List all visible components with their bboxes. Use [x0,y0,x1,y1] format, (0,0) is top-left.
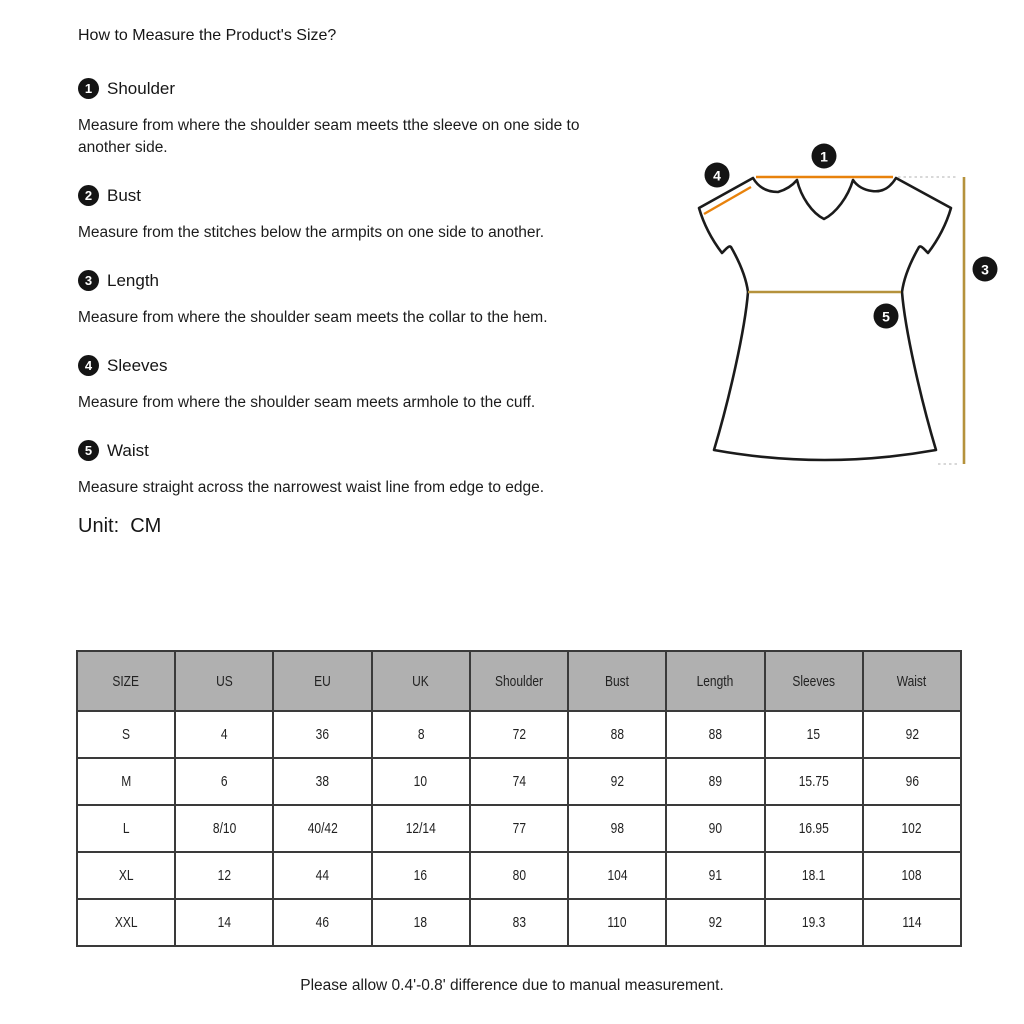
cell [372,852,470,899]
col-header-length [666,651,764,711]
garment-diagram [650,120,1010,490]
section-heading-waist [78,440,608,461]
section-label-sleeves: Sleeves [107,355,168,375]
cell-value: 92 [610,773,624,790]
cell [470,758,568,805]
cell-value: 77 [512,820,526,837]
cell [568,852,666,899]
cell [568,805,666,852]
cell [273,758,371,805]
cell [273,711,371,758]
col-header-waist [863,651,961,711]
cell-value: 108 [901,867,922,884]
cell [863,899,961,946]
cell-value: 89 [708,773,723,790]
cell-value: 18 [414,914,428,931]
cell-value: 83 [512,914,526,931]
cell [175,711,273,758]
cell [765,758,863,805]
cell [568,711,666,758]
cell [372,805,470,852]
cell-value: 46 [315,914,330,931]
cell [175,758,273,805]
step-2-badge: 2 [78,185,99,206]
step-1-badge: 1 [78,78,99,99]
size-table-body [77,711,961,946]
cell-value: 88 [708,726,723,743]
col-header-bust [568,651,666,711]
cell [666,899,764,946]
cell-value: 44 [315,867,330,884]
cell-value: XL [118,867,134,884]
cell-value: 16 [414,867,428,884]
col-header-size [77,651,175,711]
cell [470,805,568,852]
cell [470,899,568,946]
cell-value: 91 [708,867,723,884]
section-desc-sleeves: Measure from where the shoulder seam meets armhole to the cuff. [78,394,536,411]
cell-value: M [121,773,132,790]
marker-waist [874,304,899,329]
cell-value: 8/10 [212,820,237,837]
table-row-xl [77,852,961,899]
col-header-us-label: US [215,672,233,690]
step-4-badge: 4 [78,355,99,376]
cell-value: 8 [417,726,425,743]
cell [863,805,961,852]
cell-value: 4 [220,726,228,743]
cell-value: 12/14 [405,820,436,837]
col-header-sleeves [765,651,863,711]
size-table-header [77,651,961,711]
cell [77,852,175,899]
col-header-uk-label: UK [412,672,430,690]
cell-value: 38 [315,773,330,790]
cell-value: 15 [806,726,821,743]
cell-value: 80 [512,867,526,884]
cell [77,805,175,852]
cell-value: 14 [217,914,232,931]
cell-value: 92 [708,914,723,931]
section-desc-waist: Measure straight across the narrowest waist line from edge to edge. [78,479,545,496]
col-header-size-label: SIZE [112,672,140,690]
cell-value: 6 [220,773,228,790]
section-desc-length: Measure from where the shoulder seam meets the collar to the hem. [78,309,548,326]
cell [863,758,961,805]
cell [765,852,863,899]
cell [175,805,273,852]
cell [77,711,175,758]
section-desc-bust: Measure from the stitches below the armpits on one side to another. [78,224,545,241]
garment-diagram-svg [650,120,1010,490]
section-heading-bust [78,185,608,206]
cell [372,711,470,758]
cell-value: 19.3 [801,914,826,931]
col-header-bust-label: Bust [605,672,630,690]
table-row-s [77,711,961,758]
cell-value: 114 [902,914,922,931]
col-header-waist-label: Waist [897,672,927,690]
marker-shoulder [812,144,837,169]
section-label-bust: Bust [107,185,142,205]
marker-sleeves-number: 4 [713,167,721,184]
marker-length-number: 3 [981,261,989,278]
cell-value: 36 [315,726,330,743]
cell [666,852,764,899]
cell [372,899,470,946]
cell-value: 92 [905,726,919,743]
size-table [76,650,962,947]
col-header-shoulder [470,651,568,711]
cell-value: 72 [512,726,526,743]
cell [765,899,863,946]
cell [77,758,175,805]
cell [273,899,371,946]
cell-value: 98 [610,820,624,837]
cell [568,899,666,946]
marker-shoulder-number: 1 [820,148,828,165]
cell [470,852,568,899]
step-5-badge: 5 [78,440,99,461]
cell-value: 110 [607,914,627,931]
section-label-length: Length [107,270,159,290]
section-heading-length [78,270,608,291]
section-heading-sleeves [78,355,608,376]
measure-instructions [78,26,608,538]
cell [175,899,273,946]
cell-value: 102 [901,820,922,837]
table-row-l [77,805,961,852]
col-header-eu-label: EU [314,672,331,690]
section-desc-shoulder: Measure from where the shoulder seam meets tthe sleeve on one side to another side. [78,117,580,156]
table-header-row [77,651,961,711]
marker-waist-number: 5 [882,308,890,325]
cell-value: XXL [114,914,138,931]
marker-length [973,257,998,282]
page-title: How to Measure the Product's Size? [78,27,337,44]
cell [273,805,371,852]
cell-value: 12 [217,867,232,884]
cell-value: 10 [414,773,428,790]
garment-outline [699,178,951,460]
section-heading-shoulder [78,78,608,99]
cell [863,852,961,899]
cell [666,805,764,852]
cell [175,852,273,899]
cell [372,758,470,805]
cell [863,711,961,758]
cell-value: 88 [610,726,624,743]
marker-sleeves [705,163,730,188]
cell [77,899,175,946]
col-header-eu [273,651,371,711]
section-label-waist: Waist [107,440,149,460]
cell-value: S [122,726,131,743]
cell-value: 74 [512,773,526,790]
col-header-shoulder-label: Shoulder [494,672,543,690]
cell [273,852,371,899]
footer-note: Please allow 0.4'-0.8' difference due to manual measurement. [300,977,724,994]
col-header-uk [372,651,470,711]
cell-value: 104 [607,867,628,884]
col-header-length-label: Length [697,672,734,690]
unit-label: Unit: CM [78,515,162,537]
cell-value: 96 [905,773,919,790]
col-header-us [175,651,273,711]
cell-value: 18.1 [801,867,826,884]
cell-value: 15.75 [798,773,829,790]
cell [666,758,764,805]
col-header-sleeves-label: Sleeves [792,672,835,690]
cell [568,758,666,805]
section-label-shoulder: Shoulder [107,78,176,98]
cell-value: 40/42 [307,820,338,837]
cell [666,711,764,758]
step-3-badge: 3 [78,270,99,291]
table-row-m [77,758,961,805]
table-row-xxl [77,899,961,946]
cell [765,805,863,852]
cell [765,711,863,758]
cell-value: 90 [708,820,723,837]
cell-value: L [122,820,130,837]
cell-value: 16.95 [798,820,829,837]
cell [470,711,568,758]
